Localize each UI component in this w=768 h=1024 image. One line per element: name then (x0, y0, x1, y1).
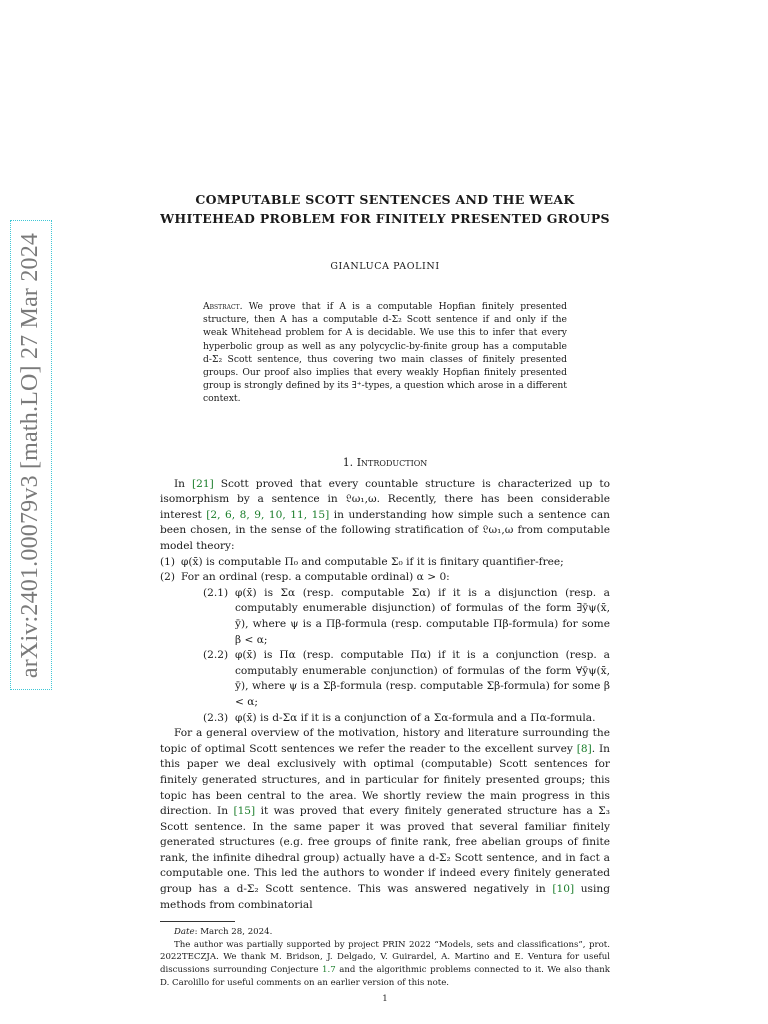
intro-paragraph-2 (160, 726, 610, 913)
date-label: Date (174, 927, 195, 938)
sub-list-item (203, 711, 610, 727)
sub-item-text: φ(x̄) is d-Σα if it is a conjunction of a Σα-formula and a Πα-formula. (235, 711, 596, 724)
text-run: and the algorithmic problems connected to it. We also thank D. Carolillo for useful comments on an earlier version of this note. (160, 965, 611, 988)
section-title: Introduction (356, 455, 428, 469)
section-body (160, 477, 610, 914)
text-run: The author was partially supported by project PRIN 2022 “Models, sets and classifications”, prot. 2022TECZJA. We thank M. Bridson, J. Delgado, V. Guirardel, A. Martino and E. Ventura for useful discussions surrounding Conjecture (160, 939, 610, 976)
intro-paragraph-1 (160, 477, 610, 555)
citation-link[interactable]: [15] (233, 805, 256, 818)
sub-item-text: φ(x̄) is Σα (resp. computable Σα) if it is a disjunction (resp. a computably enumerable disjunction) of formulas of the form ∃ȳψ(x̄, ȳ), where ψ is a Πβ-formula (resp. computable Πβ-formula) for some β < α; (235, 586, 610, 646)
list-item-text: φ(x̄) is computable Π₀ and computable Σ₀ if it is finitary quantifier-free; (181, 555, 564, 568)
citation-link[interactable]: [2, 6, 8, 9, 10, 11, 15] (206, 508, 330, 521)
paper-title (160, 190, 610, 228)
arxiv-identifier-text: arXiv:2401.00079v3 [math.LO] 27 Mar 2024 (17, 232, 44, 678)
footnotes (160, 926, 610, 989)
text-run: . In this paper we deal exclusively with optimal (computable) Scott sentences for finitely generated structures, and in particular for finitely presented groups; this topic has been central to the area. We shortly review the main progress in this direction. In (160, 742, 610, 818)
footnote-acknowledgements (160, 939, 610, 989)
list-item-number: (2) (160, 571, 176, 584)
abstract-label: Abstract. (203, 301, 243, 312)
sub-item-number: (2.3) (203, 711, 229, 724)
section-number: 1. (342, 455, 354, 469)
text-run: it was proved that every finitely generated structure has a Σ₃ Scott sentence. In the same paper it was proved that several familiar finitely generated structures (e.g. free groups of finite rank, free abelian groups of finite rank, the infinite dihedral group) actually have a d-Σ₂ Scott sentence, and in fact a computable one. This led the authors to wonder if indeed every finitely generated group has a d-Σ₂ Scott sentence. This was answered negatively in (160, 805, 610, 896)
list-item (160, 555, 610, 571)
page-number: 1 (382, 994, 388, 1005)
list-item-number: (1) (160, 555, 176, 568)
list-item (160, 570, 610, 726)
abstract (203, 300, 567, 406)
author-name: GIANLUCA PAOLINI (330, 261, 440, 272)
abstract-text: We prove that if A is a computable Hopfian finitely presented structure, then A has a computable d-Σ₂ Scott sentence if and only if the weak Whitehead problem for A is decidable. We use this to infer that every hyperbolic group as well as any polycyclic-by-finite group has a computable d-Σ₂ Scott sentence, thus covering two main classes of finitely presented groups. Our proof also implies that every weakly Hopfian finitely presented group is strongly defined by its ∃⁺-types, a question which arose in a different context. (203, 301, 568, 405)
paper-page (160, 190, 610, 1004)
sub-list-item (203, 586, 610, 648)
sub-list-item (203, 648, 610, 710)
citation-link[interactable]: [21] (192, 477, 214, 490)
sub-item-text: φ(x̄) is Πα (resp. computable Πα) if it is a conjunction (resp. a computably enumerable conjunction) of formulas of the form ∀ȳψ(x̄, ȳ), where ψ is a Σβ-formula (resp. computable Σβ-formula) for some β < α; (235, 649, 610, 708)
sub-definition-list (181, 586, 610, 726)
text-run: using methods from combinatorial (160, 883, 610, 911)
text-run: in understanding how simple such a sentence can been chosen, in the sense of the following stratification of 𝔏ω₁,ω from computable model theory: (160, 508, 610, 552)
definition-list (160, 555, 610, 727)
text-run: For a general overview of the motivation, history and literature surrounding the topic of optimal Scott sentences we refer the reader to the excellent survey (160, 727, 610, 755)
title-line-2: WHITEHEAD PROBLEM FOR FINITELY PRESENTED GROUPS (160, 211, 610, 226)
date-value: : March 28, 2024. (194, 927, 273, 938)
list-item-text: For an ordinal (resp. a computable ordinal) α > 0: (181, 571, 450, 584)
section-heading (160, 456, 610, 469)
conjecture-link[interactable]: 1.7 (322, 965, 336, 976)
arxiv-identifier-stamp[interactable] (10, 220, 52, 690)
sub-item-number: (2.1) (203, 586, 229, 599)
title-line-1: COMPUTABLE SCOTT SENTENCES AND THE WEAK (195, 192, 575, 207)
footnote-date (160, 926, 610, 939)
footnote-divider (160, 921, 235, 922)
text-run: Scott proved that every countable structure is characterized up to isomorphism by a sentence in 𝔏ω₁,ω. Recently, there has been considerable interest (160, 477, 610, 521)
citation-link[interactable]: [8] (576, 742, 592, 755)
sub-item-number: (2.2) (203, 649, 229, 662)
text-run: In (174, 477, 186, 490)
citation-link[interactable]: [10] (552, 883, 575, 896)
